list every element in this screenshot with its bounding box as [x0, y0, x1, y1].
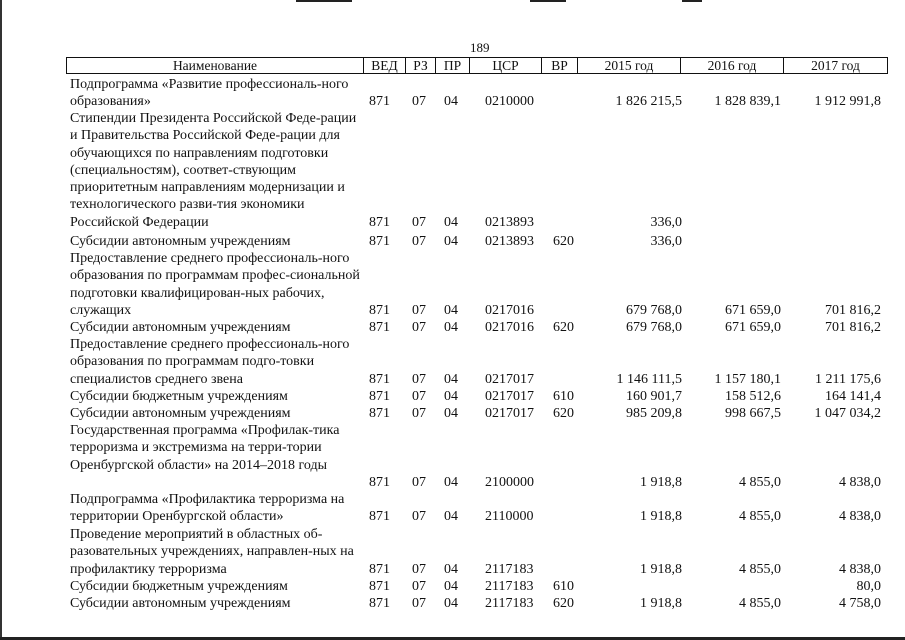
cell-y2015: 1 918,8	[640, 474, 682, 490]
header-vr: ВР	[542, 58, 578, 73]
cell-y2015: 160 901,7	[626, 389, 682, 404]
cell-vr: 620	[553, 320, 574, 335]
cell-vr: 610	[553, 389, 574, 404]
cell-rz: 07	[412, 509, 426, 525]
cell-ved: 871	[369, 94, 390, 110]
cell-rz: 07	[412, 302, 426, 318]
header-2015: 2015 год	[578, 58, 681, 73]
cell-vr: 620	[553, 406, 574, 421]
cell-rz: 07	[412, 320, 426, 335]
cell-csr: 0217016	[485, 320, 534, 335]
cell-csr: 2117183	[485, 579, 534, 594]
cell-pr: 04	[444, 302, 458, 318]
cell-vr: 620	[553, 596, 574, 611]
cell-y2016: 998 667,5	[725, 406, 781, 421]
cell-y2016: 158 512,6	[725, 389, 781, 404]
cell-rz: 07	[412, 579, 426, 594]
cell-csr: 2100000	[485, 474, 534, 490]
page-number: 189	[470, 40, 490, 55]
cell-csr: 0217017	[485, 389, 534, 404]
cell-y2016: 4 855,0	[739, 561, 781, 577]
cell-csr: 2110000	[485, 509, 534, 525]
row-name: Проведение мероприятий в областных об-разовательных учреждениях, направлен-ных на профилактику терроризма	[70, 527, 354, 577]
cell-y2016: 1 828 839,1	[714, 94, 781, 110]
row-name: Субсидии автономным учреждениям	[70, 234, 291, 249]
cell-csr: 0213893	[485, 234, 534, 249]
cell-y2015: 336,0	[650, 234, 682, 249]
row-name: Субсидии автономным учреждениям	[70, 406, 291, 421]
cell-ved: 871	[369, 302, 390, 318]
cell-pr: 04	[444, 234, 458, 249]
cell-y2015: 985 209,8	[626, 406, 682, 421]
cell-y2015: 1 826 215,5	[615, 94, 682, 110]
cell-y2016: 4 855,0	[739, 596, 781, 611]
cell-pr: 04	[444, 509, 458, 525]
cell-rz: 07	[412, 474, 426, 490]
row-name: Подпрограмма «Профилактика терроризма на территории Оренбургской области»	[70, 492, 345, 525]
header-2017: 2017 год	[811, 58, 860, 73]
cell-y2015: 1 918,8	[640, 561, 682, 577]
row-name: Предоставление среднего профессиональ-ного образования по программам подго-товки специалистов среднего звена	[70, 337, 350, 387]
cell-ved: 871	[369, 389, 390, 404]
cell-pr: 04	[444, 406, 458, 421]
cell-rz: 07	[412, 561, 426, 577]
cell-pr: 04	[444, 389, 458, 404]
cell-ved: 871	[369, 371, 390, 387]
cell-ved: 871	[369, 214, 390, 230]
cell-ved: 871	[369, 509, 390, 525]
cell-csr: 0217017	[485, 406, 534, 421]
cell-csr: 0210000	[485, 94, 534, 110]
cell-y2015: 679 768,0	[626, 302, 682, 318]
row-name: Субсидии бюджетным учреждениям	[70, 389, 288, 404]
cell-pr: 04	[444, 94, 458, 110]
cell-y2015: 1 918,8	[640, 509, 682, 525]
row-name: Субсидии автономным учреждениям	[70, 320, 291, 335]
cell-pr: 04	[444, 371, 458, 387]
cell-pr: 04	[444, 561, 458, 577]
cell-vr: 610	[553, 579, 574, 594]
row-name: Подпрограмма «Развитие профессиональ-ного образования»	[70, 77, 349, 110]
header-2016: 2016 год	[681, 58, 784, 73]
cell-y2016: 4 855,0	[739, 509, 781, 525]
header-rz: РЗ	[406, 58, 436, 73]
cell-rz: 07	[412, 596, 426, 611]
cell-y2016: 671 659,0	[725, 320, 781, 335]
cell-csr: 0217016	[485, 302, 534, 318]
row-name: Субсидии бюджетным учреждениям	[70, 579, 288, 594]
cell-y2017: 1 211 175,6	[815, 371, 881, 387]
cell-y2017: 1 047 034,2	[814, 406, 881, 421]
cell-ved: 871	[369, 596, 390, 611]
header-ved: ВЕД	[364, 58, 406, 73]
cell-rz: 07	[412, 389, 426, 404]
cell-pr: 04	[444, 474, 458, 490]
cell-rz: 07	[412, 371, 426, 387]
cell-y2017: 4 838,0	[839, 509, 881, 525]
cell-ved: 871	[369, 579, 390, 594]
cell-pr: 04	[444, 596, 458, 611]
cell-ved: 871	[369, 320, 390, 335]
cell-y2015: 1 918,8	[640, 596, 682, 611]
cell-y2016: 671 659,0	[725, 302, 781, 318]
cell-y2017: 701 816,2	[825, 302, 881, 318]
cell-y2017: 4 758,0	[839, 596, 881, 611]
cell-pr: 04	[444, 579, 458, 594]
cell-y2016: 1 157 180,1	[714, 371, 781, 387]
cell-y2016: 4 855,0	[739, 474, 781, 490]
cell-y2015: 679 768,0	[626, 320, 682, 335]
cell-y2017: 701 816,2	[825, 320, 881, 335]
cell-rz: 07	[412, 406, 426, 421]
cell-vr: 620	[553, 234, 574, 249]
cell-y2017: 1 912 991,8	[814, 94, 881, 110]
header-name: Наименование	[67, 58, 364, 73]
cell-y2015: 336,0	[650, 214, 682, 230]
cell-rz: 07	[412, 94, 426, 110]
cell-pr: 04	[444, 320, 458, 335]
cell-ved: 871	[369, 234, 390, 249]
row-name: Государственная программа «Профилак-тика терроризма и экстремизма на терри-тории Оренбургской области» на 2014–2018 годы	[70, 423, 340, 473]
cell-y2015: 1 146 111,5	[616, 371, 682, 387]
header-csr: ЦСР	[470, 58, 542, 73]
cell-csr: 0217017	[485, 371, 534, 387]
cell-rz: 07	[412, 234, 426, 249]
row-name: Субсидии автономным учреждениям	[70, 596, 291, 611]
row-name: Стипендии Президента Российской Феде-рации и Правительства Российской Феде-рации для обучающихся по направлениям подготовки (специальностям), соответ-ствующим приоритетным направлениям модернизации и технологического разви-тия экономики Российской Федерации	[70, 111, 357, 230]
cell-csr: 2117183	[485, 596, 534, 611]
cell-y2017: 80,0	[856, 579, 881, 594]
cell-y2017: 4 838,0	[839, 561, 881, 577]
cell-y2017: 164 141,4	[825, 389, 881, 404]
cell-ved: 871	[369, 561, 390, 577]
cell-csr: 2117183	[485, 561, 534, 577]
cell-ved: 871	[369, 474, 390, 490]
row-name: Предоставление среднего профессиональ-ного образования по программам профес-сиональной подготовки квалифицирован-ных рабочих, служащих	[70, 251, 360, 318]
cell-ved: 871	[369, 406, 390, 421]
cell-rz: 07	[412, 214, 426, 230]
header-pr: ПР	[436, 58, 470, 73]
cell-csr: 0213893	[485, 214, 534, 230]
cell-y2017: 4 838,0	[839, 474, 881, 490]
cell-pr: 04	[444, 214, 458, 230]
